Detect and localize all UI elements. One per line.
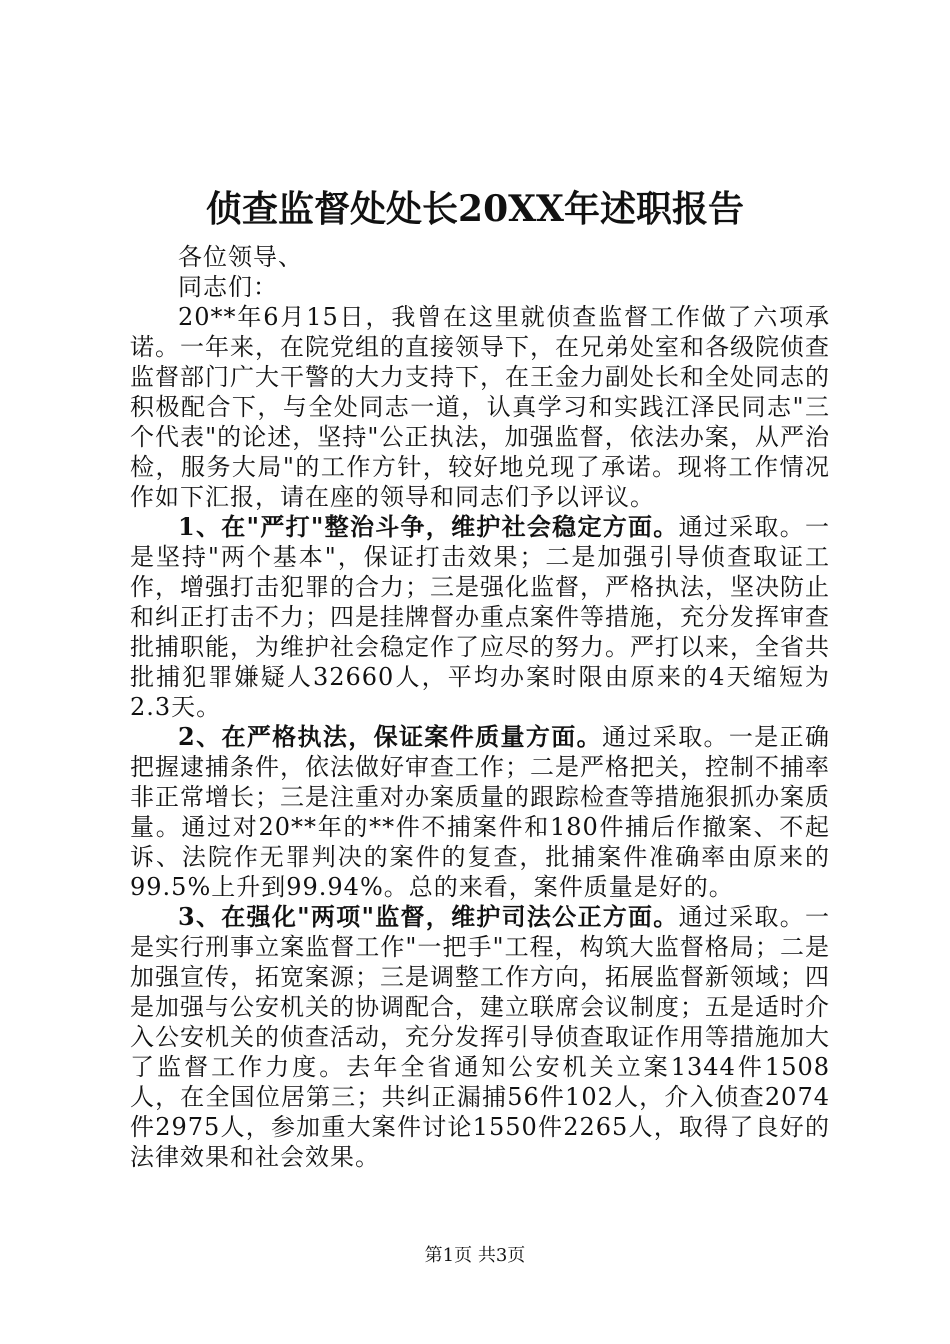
- paragraph-case-quality: [130, 722, 830, 902]
- paragraph-lead: 2、在严格执法，保证案件质量方面。: [178, 722, 603, 751]
- paragraph-text: 通过采取。一是实行刑事立案监督工作"一把手"工程，构筑大监督格局；二是加强宣传，拓宽案源；三是调整工作方向，拓展监督新领域；四是加强与公安机关的协调配合，建立联席会议制度；五是适时介入公安机关的侦查活动，充分发挥引导侦查取证作用等措施加大了监督工作力度。去年全省通知公安机关立案1344件1508人，在全国位居第三；共纠正漏捕56件102人，介入侦查2074件2975人，参加重大案件讨论1550件2265人，取得了良好的法律效果和社会效果。: [130, 903, 830, 1171]
- paragraph-text: 通过采取。一是坚持"两个基本"，保证打击效果；二是加强引导侦查取证工作，增强打击犯罪的合力；三是强化监督，严格执法，坚决防止和纠正打击不力；四是挂牌督办重点案件等措施，充分发挥审查批捕职能，为维护社会稳定作了应尽的努力。严打以来，全省共批捕犯罪嫌疑人32660人，平均办案时限由原来的4天缩短为2.3天。: [130, 513, 830, 721]
- page-footer: 第1页 共3页: [424, 1245, 526, 1266]
- paragraph-strike-hard: [130, 512, 830, 722]
- paragraph-lead: 3、在强化"两项"监督，维护司法公正方面。: [178, 902, 679, 931]
- paragraph-intro: [130, 302, 830, 512]
- paragraph-lead: 1、在"严打"整治斗争，维护社会稳定方面。: [178, 512, 679, 541]
- document-body: [130, 242, 830, 1172]
- salutation-leaders: 各位领导、: [178, 243, 303, 271]
- paragraph-text: 通过采取。一是正确把握逮捕条件，依法做好审查工作；二是严格把关，控制不捕率非正常增长；三是注重对办案质量的跟踪检查等措施狠抓办案质量。通过对20**年的**件不捕案件和180件捕后作撤案、不起诉、法院作无罪判决的案件的复查，批捕案件准确率由原来的99.5%上升到99.94%。总的来看，案件质量是好的。: [130, 723, 831, 901]
- paragraph-text: 20**年6月15日，我曾在这里就侦查监督工作做了六项承诺。一年来，在院党组的直接领导下，在兄弟处室和各级院侦查监督部门广大干警的大力支持下，在王金力副处长和全处同志的积极配合下，与全处同志一道，认真学习和实践江泽民同志"三个代表"的论述，坚持"公正执法，加强监督，依法办案，从严治检，服务大局"的工作方针，较好地兑现了承诺。现将工作情况作如下汇报，请在座的领导和同志们予以评议。: [130, 303, 830, 511]
- paragraph-supervision: [130, 902, 830, 1172]
- document-title: 侦查监督处处长20XX年述职报告: [206, 188, 744, 230]
- salutation-comrades: 同志们：: [178, 273, 278, 301]
